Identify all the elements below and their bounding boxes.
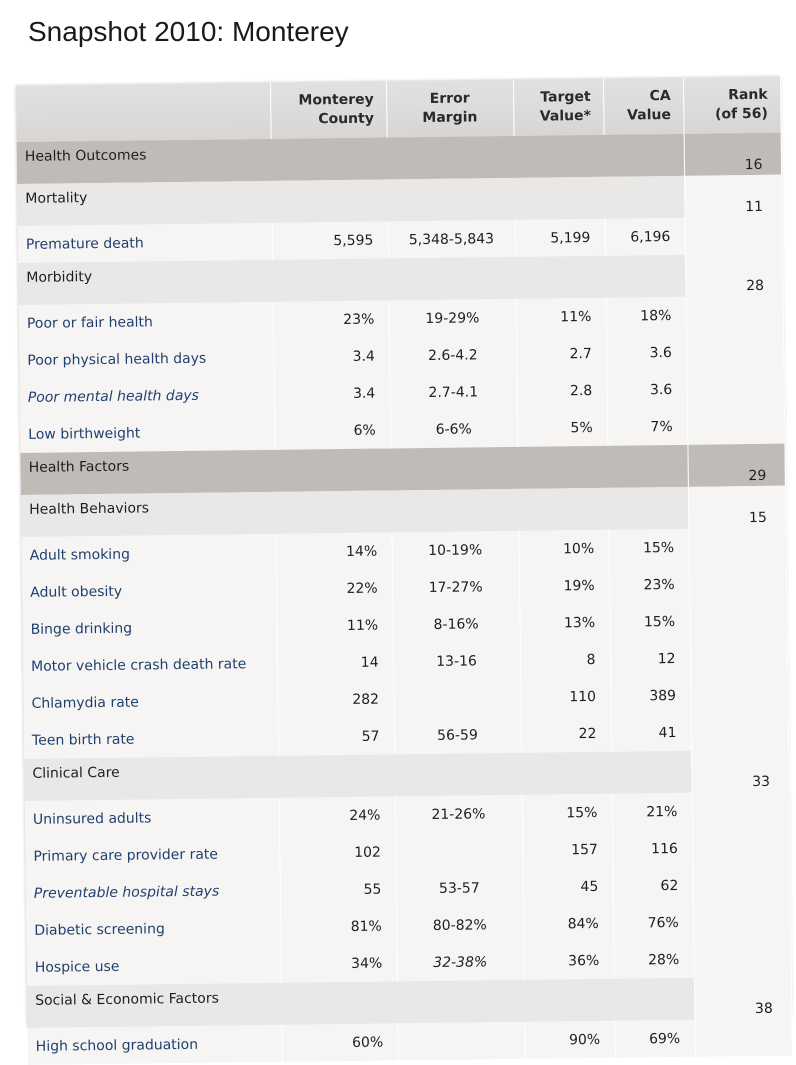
rank-value: 16 — [684, 133, 782, 176]
header-error-margin[interactable] — [386, 80, 514, 138]
target-value: 5,199 — [515, 219, 605, 257]
target-value: 19% — [519, 567, 609, 605]
ca-value: 18% — [606, 297, 686, 335]
rank-cell — [690, 639, 787, 677]
county-value: 57 — [278, 717, 394, 755]
ca-value: 116 — [612, 830, 692, 868]
header-county[interactable] — [270, 81, 387, 138]
ca-value: 21% — [612, 793, 692, 831]
county-value: 14 — [277, 643, 393, 681]
table-body — [17, 133, 792, 1065]
rank-cell — [692, 792, 789, 830]
rank-value: 15 — [688, 486, 786, 529]
header-error-line1: Error — [429, 90, 470, 107]
error-margin-value: 13-16 — [393, 642, 520, 681]
ca-value: 6,196 — [605, 218, 685, 256]
county-value: 5,595 — [272, 221, 388, 259]
error-margin-value: 56-59 — [394, 716, 521, 755]
rank-cell — [694, 1019, 791, 1057]
ca-value: 15% — [608, 529, 688, 567]
rank-value: 33 — [691, 750, 789, 793]
target-value: 157 — [522, 831, 612, 869]
target-value: 8 — [520, 641, 610, 679]
rank-value: 28 — [685, 254, 783, 297]
header-error-line2: Margin — [422, 109, 478, 127]
header-ca-line2: Value — [627, 107, 672, 124]
ca-value: 62 — [613, 867, 693, 905]
subsection-label: Mortality — [17, 176, 684, 226]
subsection-label: Health Behaviors — [21, 487, 688, 537]
measure-link[interactable]: Premature death — [18, 223, 272, 263]
ca-value: 41 — [611, 714, 691, 752]
header-county-line1: Monterey — [298, 91, 374, 109]
subsection-label: Social & Economic Factors — [27, 978, 694, 1028]
target-value: 45 — [523, 868, 613, 906]
header-rank-line1: Rank — [728, 86, 768, 104]
header-ca-value[interactable] — [603, 78, 684, 135]
county-value: 22% — [276, 569, 392, 607]
target-value: 2.8 — [517, 372, 607, 410]
county-value: 24% — [279, 796, 395, 834]
measure-link[interactable]: Poor or fair health — [19, 302, 273, 342]
measure-link[interactable]: Poor physical health days — [19, 339, 273, 379]
county-value: 3.4 — [273, 337, 389, 375]
measure-link[interactable]: Preventable hospital stays — [26, 872, 280, 912]
subsection-label: Clinical Care — [24, 751, 691, 801]
target-value: 84% — [523, 905, 613, 943]
header-target-value[interactable] — [513, 79, 604, 136]
error-margin-value: 53-57 — [396, 869, 523, 908]
measure-link[interactable]: Adult obesity — [22, 571, 276, 611]
measure-link[interactable]: Primary care provider rate — [25, 835, 279, 875]
rank-cell — [689, 565, 786, 603]
ca-value: 76% — [613, 904, 693, 942]
county-value: 81% — [280, 907, 396, 945]
rank-cell — [686, 333, 783, 371]
rank-value: 29 — [687, 444, 785, 487]
rank-cell — [686, 296, 783, 334]
measure-link[interactable]: Chlamydia rate — [23, 682, 277, 722]
error-margin-value — [395, 832, 522, 871]
target-value: 5% — [517, 409, 607, 447]
county-value: 23% — [273, 300, 389, 338]
ca-value: 389 — [610, 677, 690, 715]
county-value: 6% — [274, 411, 390, 449]
rank-cell — [688, 528, 785, 566]
measure-link[interactable]: High school graduation — [28, 1025, 282, 1065]
header-county-line2: County — [318, 110, 375, 128]
subsection-label: Morbidity — [18, 255, 685, 305]
rank-cell — [685, 217, 782, 255]
measure-link[interactable]: Motor vehicle crash death rate — [23, 645, 277, 685]
county-value: 102 — [279, 833, 395, 871]
rank-cell — [690, 676, 787, 714]
error-margin-value: 19-29% — [389, 299, 516, 338]
ca-value: 3.6 — [607, 371, 687, 409]
error-margin-value — [393, 679, 520, 718]
error-margin-value: 8-16% — [392, 605, 519, 644]
measure-link[interactable]: Hospice use — [27, 946, 281, 986]
ca-value: 7% — [607, 408, 687, 446]
county-value: 55 — [280, 870, 396, 908]
target-value: 10% — [518, 530, 608, 568]
header-target-line1: Target — [540, 88, 591, 106]
measure-link[interactable]: Binge drinking — [22, 608, 276, 648]
measure-link[interactable]: Diabetic screening — [26, 909, 280, 949]
ca-value: 12 — [610, 640, 690, 678]
rank-cell — [689, 602, 786, 640]
measure-link[interactable]: Teen birth rate — [24, 719, 278, 759]
header-rank[interactable] — [683, 77, 781, 134]
target-value: 22 — [521, 715, 611, 753]
rank-cell — [691, 713, 788, 751]
error-margin-value: 6-6% — [390, 410, 517, 449]
ca-value: 69% — [614, 1020, 694, 1058]
table-row — [28, 1019, 792, 1065]
county-value: 3.4 — [274, 374, 390, 412]
rank-cell — [692, 829, 789, 867]
rank-cell — [687, 407, 784, 445]
rank-cell — [693, 866, 790, 904]
target-value: 13% — [519, 604, 609, 642]
target-value: 36% — [524, 942, 614, 980]
county-value: 282 — [277, 680, 393, 718]
rank-cell — [693, 940, 790, 978]
rank-value: 38 — [694, 977, 792, 1020]
error-margin-value: 21-26% — [395, 795, 522, 834]
ca-value: 23% — [609, 566, 689, 604]
measure-link[interactable]: Low birthweight — [20, 413, 274, 453]
error-margin-value: 10-19% — [391, 531, 518, 570]
header-rank-line2: (of 56) — [714, 105, 768, 123]
target-value: 2.7 — [516, 335, 606, 373]
error-margin-value: 5,348-5,843 — [388, 220, 515, 259]
ca-value: 28% — [613, 941, 693, 979]
error-margin-value — [397, 1022, 524, 1061]
header-target-line2: Value* — [539, 107, 592, 125]
rank-cell — [687, 370, 784, 408]
error-margin-value: 32-38% — [397, 943, 524, 982]
target-value: 15% — [522, 794, 612, 832]
table-header-row — [16, 77, 781, 142]
section-label: Health Outcomes — [17, 134, 684, 184]
snapshot-table — [16, 77, 792, 1065]
measure-link[interactable]: Uninsured adults — [25, 798, 279, 838]
county-value: 60% — [281, 1023, 397, 1061]
ca-value: 3.6 — [606, 334, 686, 372]
county-value: 34% — [281, 944, 397, 982]
rank-value: 11 — [684, 175, 782, 218]
target-value: 110 — [520, 678, 610, 716]
target-value: 90% — [524, 1021, 614, 1059]
error-margin-value: 17-27% — [392, 568, 519, 607]
target-value: 11% — [516, 298, 606, 336]
ca-value: 15% — [609, 603, 689, 641]
measure-link[interactable]: Poor mental health days — [20, 376, 274, 416]
section-label: Health Factors — [20, 445, 687, 495]
header-ca-line1: CA — [649, 88, 671, 105]
header-measure — [16, 83, 271, 142]
error-margin-value: 2.7-4.1 — [390, 373, 517, 412]
measure-link[interactable]: Adult smoking — [22, 534, 276, 574]
rank-cell — [693, 903, 790, 941]
error-margin-value: 80-82% — [396, 906, 523, 945]
county-value: 11% — [276, 606, 392, 644]
county-value: 14% — [275, 532, 391, 570]
page-title: Snapshot 2010: Monterey — [28, 16, 349, 47]
snapshot-table-card — [16, 77, 791, 1055]
error-margin-value: 2.6-4.2 — [389, 336, 516, 375]
